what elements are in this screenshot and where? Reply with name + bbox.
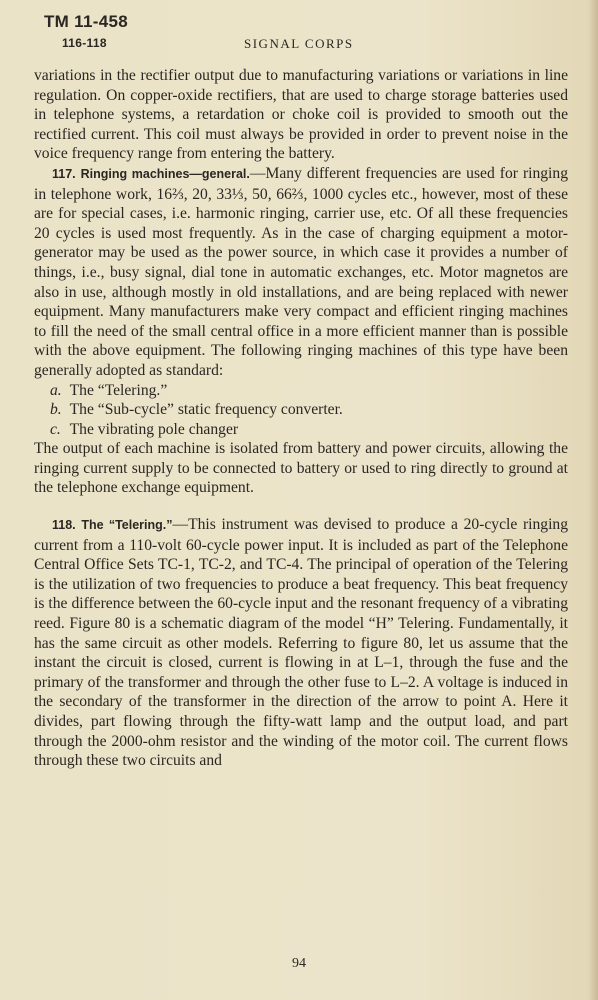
paragraph-116-continuation: variations in the rectifier output due to manufacturing variations or variations in line regulation. On copper-oxide rectifiers, that are used to charge storage batteries used in telephone systems, a retardation or choke coil is provided to smooth out the rectified current. This coil must always be provided in order to prevent noise in the voice frequency range from entering the battery. <box>34 67 568 163</box>
list-item-letter: b. <box>50 401 62 419</box>
section-118-number: 118. <box>52 518 76 533</box>
section-117-text: —Many different frequencies are used for ringing in telephone work, 16⅔, 20, 33⅓, 50, 66⅔, 1000 cycles etc., however, most of these are for special cases, i.e. harmonic ringing, carrier use, etc. Of all these frequencies 20 cycles is used most frequently. As in the case of charging equipment a motor-generator may be used as the power source, in which case it provides a number of things, i.e., busy signal, dial tone in automatic exchanges, etc. Motor magnetos are also in use, although mostly in old installations, and are being replaced with newer equipment. Many manufacturers make very compact and efficient ringing machines to fill the need of the small central office in a more efficient manner than is possible with the above equipment. The following ringing machines of this type have been generally adopted as standard: <box>34 164 568 379</box>
section-gap <box>34 498 568 515</box>
list-item-text: The vibrating pole changer <box>69 420 239 438</box>
paragraph-118 <box>34 515 568 771</box>
list-item-letter: c. <box>50 420 61 438</box>
list-item <box>34 420 568 440</box>
list-item <box>34 381 568 401</box>
paragraph-range: 116-118 <box>62 36 107 50</box>
section-117-title: Ringing machines—general. <box>80 166 250 181</box>
list-item <box>34 400 568 420</box>
manual-number: TM 11-458 <box>44 12 128 31</box>
body-text <box>34 66 568 771</box>
paragraph-117 <box>34 164 568 381</box>
page-edge-shadow <box>588 0 598 1000</box>
section-118-title: The “Telering.” <box>81 518 173 533</box>
list-item-text: The “Telering.” <box>69 381 168 399</box>
list-item-letter: a. <box>50 381 62 399</box>
running-title: SIGNAL CORPS <box>244 36 354 51</box>
page-number: 94 <box>292 956 306 971</box>
list-item-text: The “Sub-cycle” static frequency converter. <box>69 401 343 419</box>
section-117-number: 117. <box>52 166 76 181</box>
section-118-text: —This instrument was devised to produce a 20-cycle ringing current from a 110-volt 60-cycle power input. It is included as part of the Telephone Central Office Sets TC-1, TC-2, and TC-4. The principal of operation of the Telering is the utilization of two frequencies to produce a beat frequency. This beat frequency is the difference between the 60-cycle input and the resonant frequency of a vibrating reed. Figure 80 is a schematic diagram of the model “H” Telering. Fundamentally, it has the same circuit as other models. Referring to figure 80, let us assume that the instant the circuit is closed, current is flowing in at L–1, through the fuse and the primary of the transformer and through the other fuse to L–2. A voltage is induced in the secondary of the transformer in the direction of the arrow to point A. Here it divides, part flowing through the fifty-watt lamp and the output load, and part through the 2000-ohm resistor and the winding of the motor coil. The current flows through these two circuits and <box>34 516 568 770</box>
paragraph-117-output: The output of each machine is isolated from battery and power circuits, allowing the ringing current supply to be connected to battery or used to ring directly to ground at the telephone exchange equipment. <box>34 440 568 497</box>
